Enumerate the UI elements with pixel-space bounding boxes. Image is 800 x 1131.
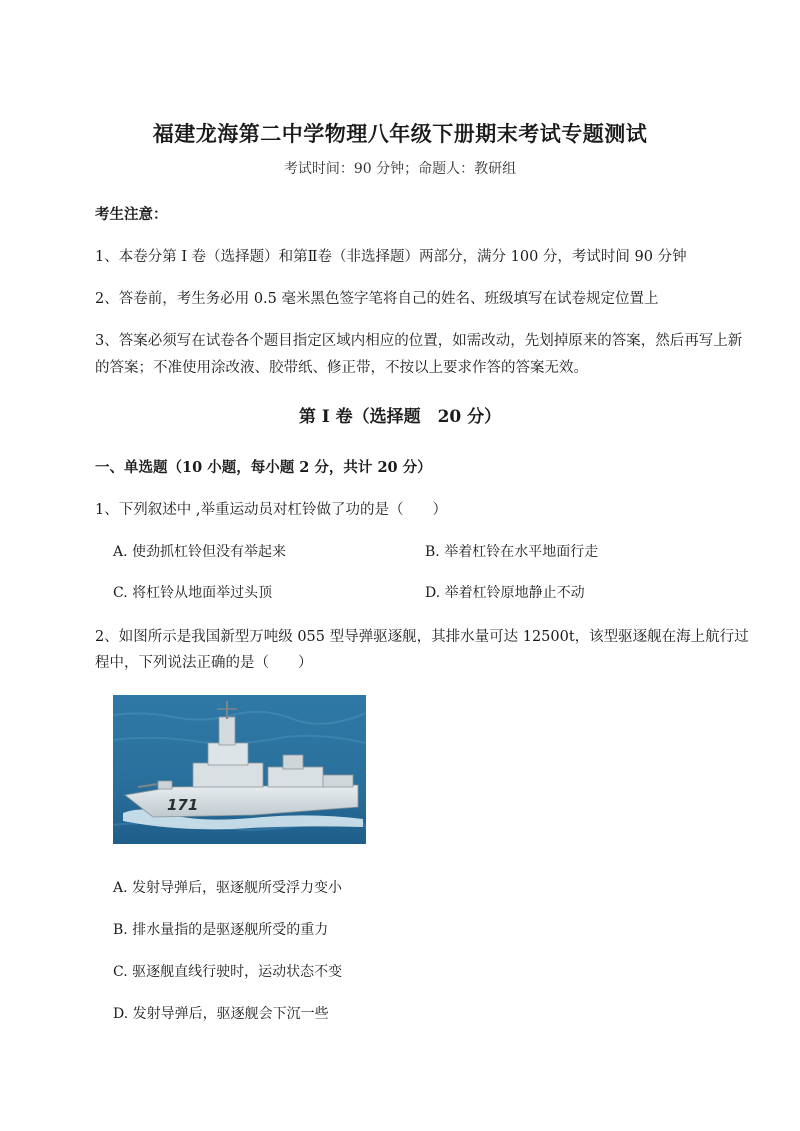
exam-subtitle: 考试时间：90 分钟；命题人：教研组 <box>283 161 517 177</box>
notice-item-3: 3、答案必须写在试卷各个题目指定区域内相应的位置，如需改动，先划掉原来的答案，然后再写上新 <box>95 333 743 349</box>
question-2-option-d: D. 发射导弹后，驱逐舰会下沉一些 <box>113 1006 329 1022</box>
question-1-option-a: A. 使劲抓杠铃但没有举起来 <box>113 544 287 560</box>
question-1-option-d: D. 举着杠铃原地静止不动 <box>425 585 585 601</box>
question-2-option-a: A. 发射导弹后，驱逐舰所受浮力变小 <box>113 880 343 896</box>
hull-number: 171 <box>167 796 199 814</box>
question-2-option-b: B. 排水量指的是驱逐舰所受的重力 <box>113 922 329 938</box>
question-2-stem-cont: 程中，下列说法正确的是（ ） <box>95 655 313 671</box>
question-1-option-b: B. 举着杠铃在水平地面行走 <box>425 544 599 560</box>
question-2-option-c: C. 驱逐舰直线行驶时，运动状态不变 <box>113 964 343 980</box>
question-1-stem: 1、下列叙述中 ,举重运动员对杠铃做了功的是（ ） <box>95 502 447 518</box>
notice-heading: 考生注意： <box>95 206 168 223</box>
question-1-option-c: C. 将杠铃从地面举过头顶 <box>113 585 273 601</box>
exam-title: 福建龙海第二中学物理八年级下册期末考试专题测试 <box>152 121 648 146</box>
notice-item-1: 1、本卷分第 I 卷（选择题）和第Ⅱ卷（非选择题）两部分，满分 100 分，考试时间 90 分钟 <box>95 249 687 265</box>
question-2-stem: 2、如图所示是我国新型万吨级 055 型导弹驱逐舰，其排水量可达 12500t，该型驱逐舰在海上航行过 <box>95 629 749 645</box>
notice-item-3-cont: 的答案；不准使用涂改液、胶带纸、修正带，不按以上要求作答的答案无效。 <box>95 360 588 376</box>
destroyer-photo <box>113 695 366 844</box>
section-title: 第 I 卷（选择题 20 分） <box>298 407 502 427</box>
notice-item-2: 2、答卷前，考生务必用 0.5 毫米黑色签字笔将自己的姓名、班级填写在试卷规定位置上 <box>95 291 659 307</box>
part-heading: 一、单选题（10 小题，每小题 2 分，共计 20 分） <box>95 459 432 476</box>
